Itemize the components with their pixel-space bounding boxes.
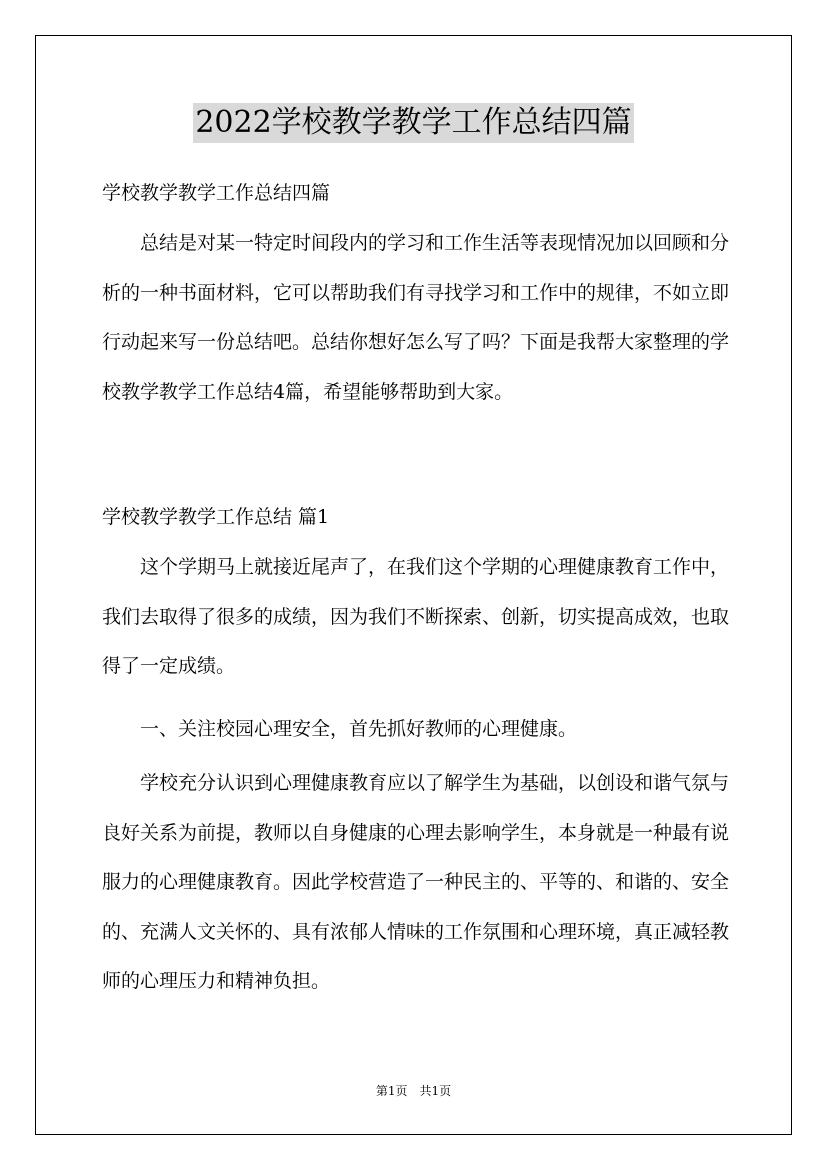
section-heading: 学校教学教学工作总结 篇1 xyxy=(102,506,330,528)
title-container xyxy=(0,103,827,143)
section-paragraph-1: 这个学期马上就接近尾声了，在我们这个学期的心理健康教育工作中，我们去取得了很多的成绩，因为我们不断探索、创新，切实提高成效，也取得了一定成绩。 xyxy=(102,556,730,677)
document-subtitle: 学校教学教学工作总结四篇 xyxy=(102,182,331,204)
page-footer: 第1页 共1页 xyxy=(375,1084,452,1098)
section-point-1: 一、关注校园心理安全，首先抓好教师的心理健康。 xyxy=(140,718,578,740)
document-title: 2022学校教学教学工作总结四篇 xyxy=(193,103,633,143)
section-paragraph-2: 学校充分认识到心理健康教育应以了解学生为基础，以创设和谐气氛与良好关系为前提，教师以自身健康的心理去影响学生，本身就是一种最有说服力的心理健康教育。因此学校营造了一种民主的、平等的、和谐的、安全的、充满人文关怀的、具有浓郁人情味的工作氛围和心理环境，真正减轻教师的心理压力和精神负担。 xyxy=(102,772,730,992)
intro-paragraph: 总结是对某一特定时间段内的学习和工作生活等表现情况加以回顾和分析的一种书面材料，它可以帮助我们有寻找学习和工作中的规律，不如立即行动起来写一份总结吧。总结你想好怎么写了吗？下面是我帮大家整理的学校教学教学工作总结4篇，希望能够帮助到大家。 xyxy=(102,232,730,403)
